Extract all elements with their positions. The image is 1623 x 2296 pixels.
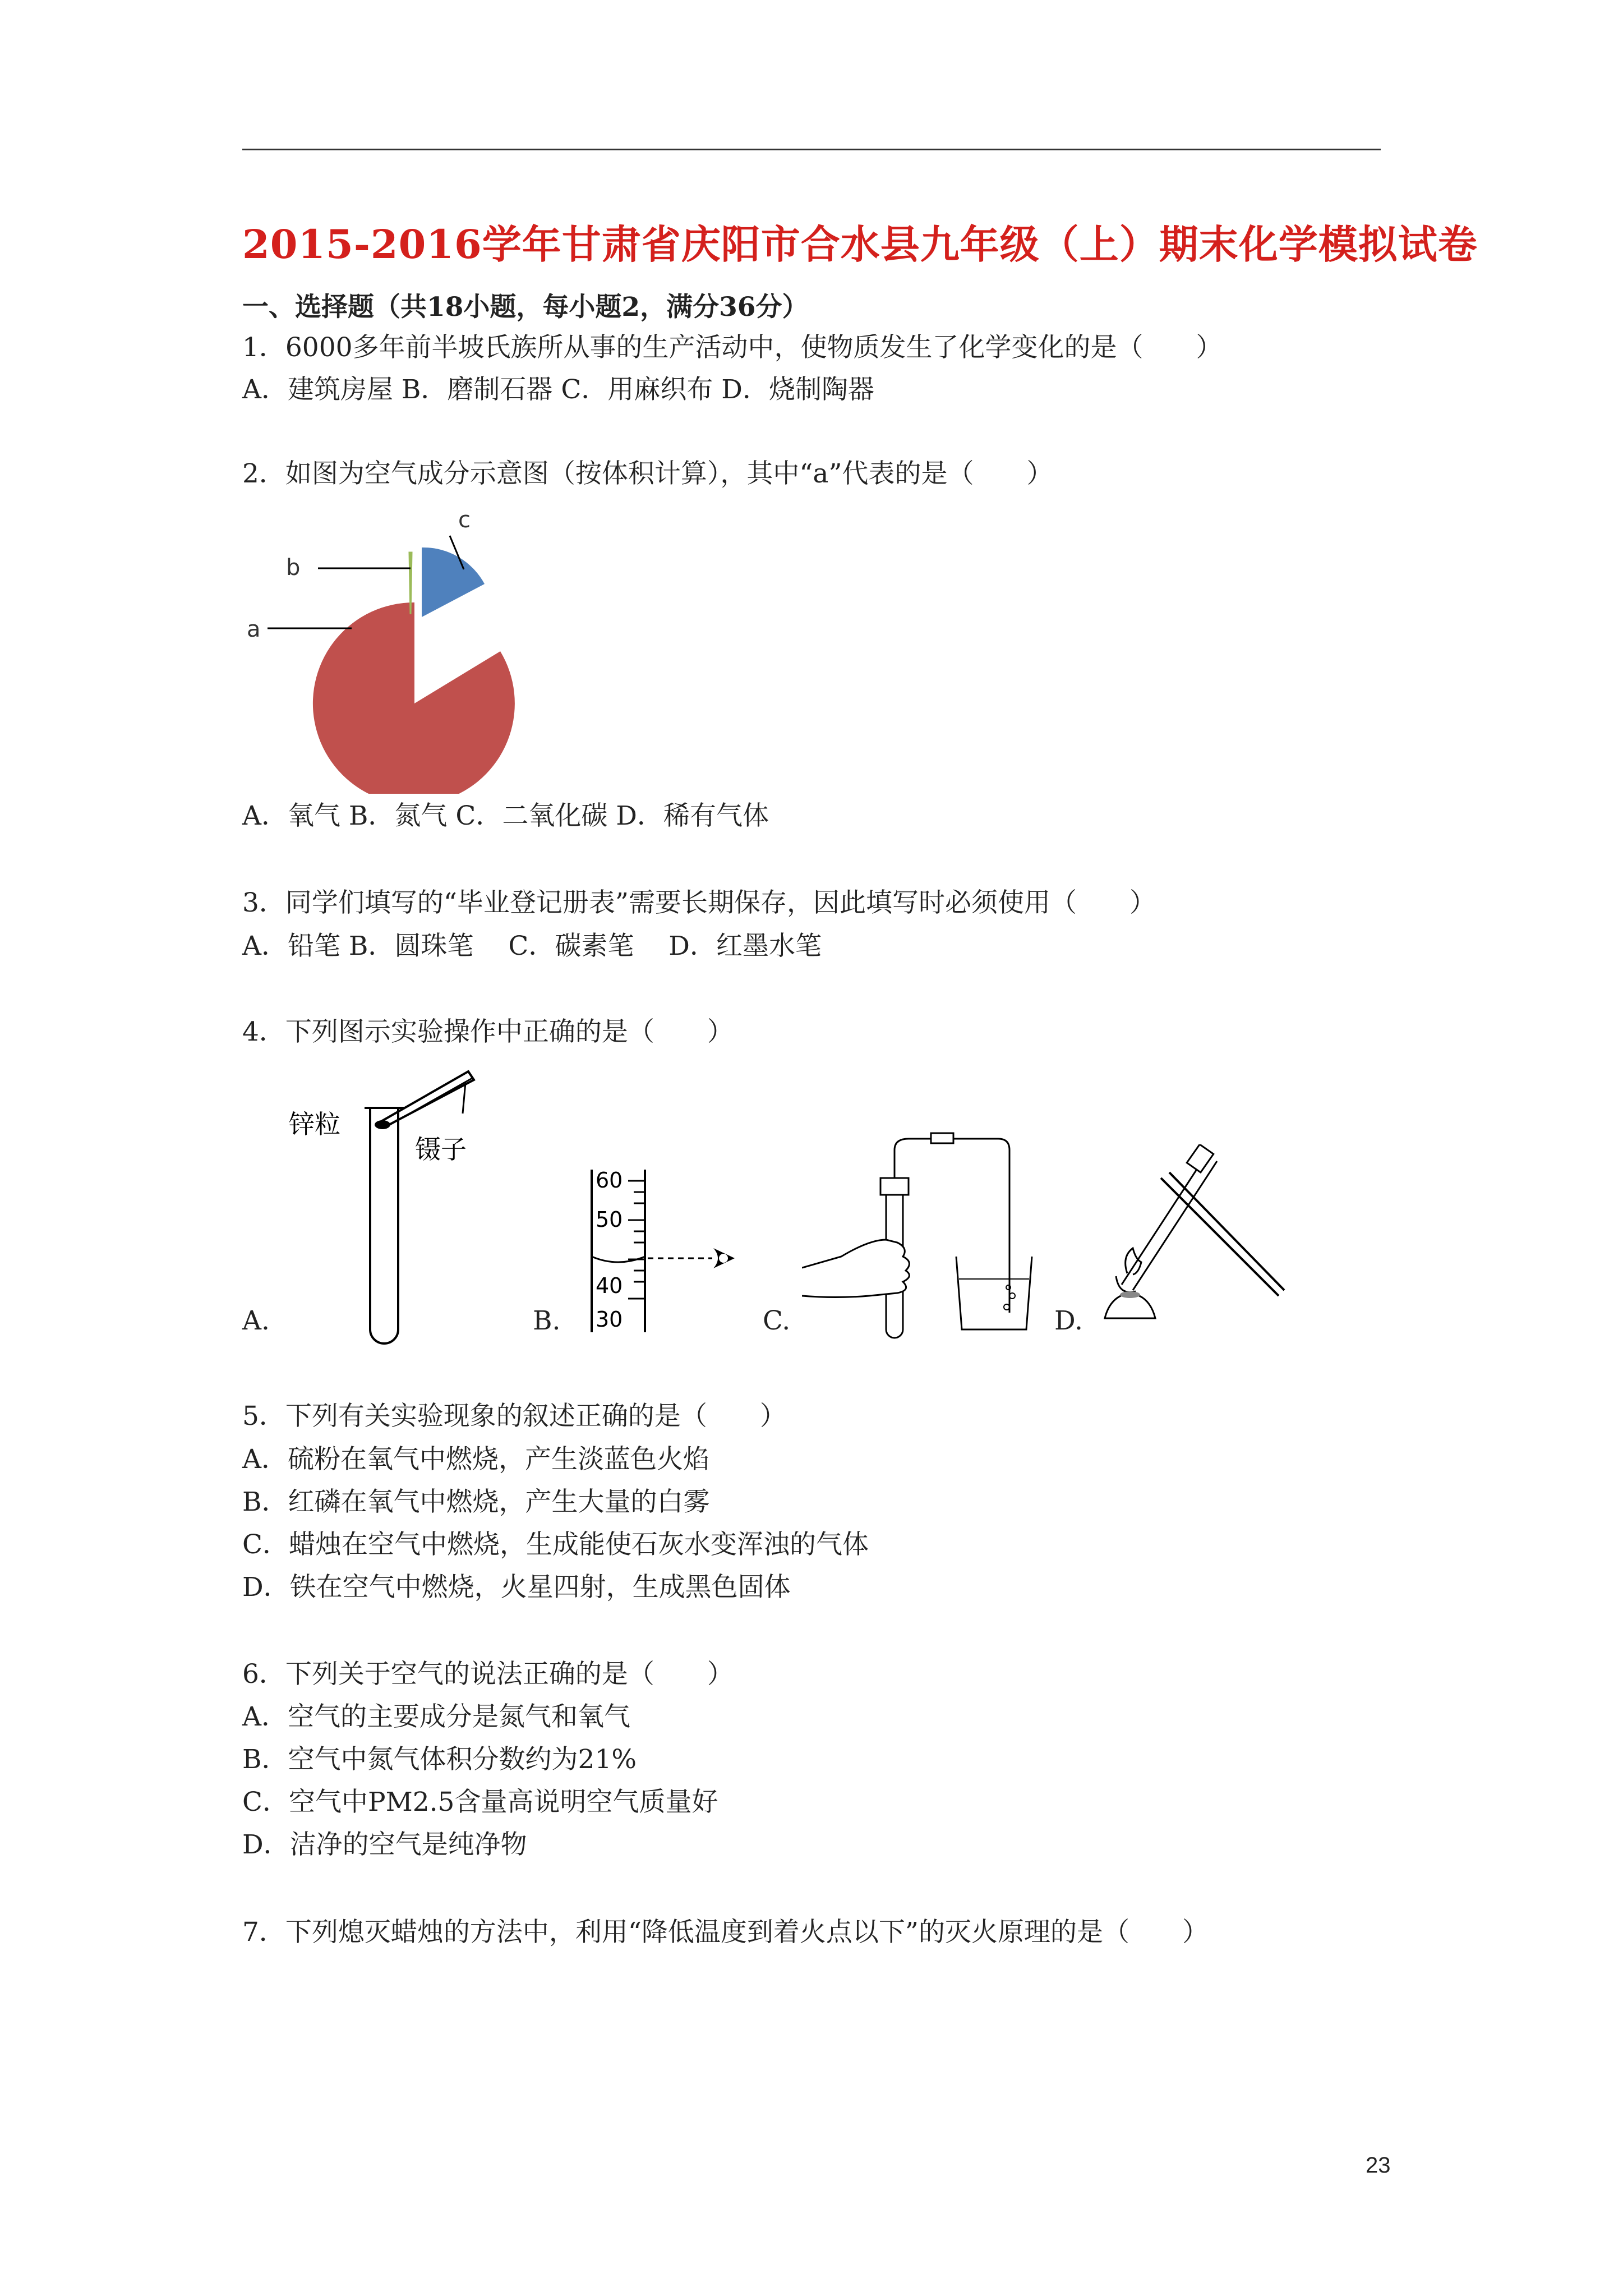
pie-label-a: a	[247, 616, 261, 642]
question-6-option-a: A．空气的主要成分是氮气和氧气	[242, 1701, 630, 1732]
pie-label-b: b	[286, 555, 301, 581]
section-heading: 一、选择题（共18小题，每小题2，满分36分）	[242, 292, 809, 323]
pie-slice-b	[409, 553, 412, 614]
question-6-option-b: B．空气中氮气体积分数约为21%	[242, 1744, 637, 1775]
tweezers-label: 镊子	[415, 1134, 467, 1165]
pie-slice-a	[313, 602, 515, 794]
figure-option-d: D.	[1054, 1305, 1083, 1336]
zinc-label: 锌粒	[289, 1109, 340, 1139]
figure-option-b: B.	[533, 1305, 561, 1336]
figure-option-a: A.	[242, 1305, 270, 1336]
question-6-stem: 6．下列关于空气的说法正确的是（ ）	[242, 1659, 734, 1690]
header-rule	[242, 149, 1381, 150]
pie-label-c: c	[458, 507, 471, 533]
question-2-stem: 2．如图为空气成分示意图（按体积计算），其中“a”代表的是（ ）	[242, 458, 1053, 489]
figure-a-test-tube	[286, 1055, 522, 1346]
figure-c-airtightness	[802, 1128, 1060, 1341]
pie-slice-c	[422, 547, 485, 617]
air-composition-pie	[242, 502, 534, 794]
question-4-stem: 4．下列图示实验操作中正确的是（ ）	[242, 1016, 734, 1047]
question-5-stem: 5．下列有关实验现象的叙述正确的是（ ）	[242, 1401, 786, 1432]
question-6-option-c: C．空气中PM2.5含量高说明空气质量好	[242, 1787, 718, 1818]
question-3-stem: 3．同学们填写的“毕业登记册表”需要长期保存，因此填写时必须使用（ ）	[242, 887, 1156, 918]
question-7-stem: 7．下列熄灭蜡烛的方法中，利用“降低温度到着火点以下”的灭火原理的是（ ）	[242, 1917, 1209, 1948]
tick-label-60: 60	[596, 1168, 623, 1193]
question-1-options: A．建筑房屋 B．磨制石器 C．用麻织布 D．烧制陶器	[242, 374, 874, 405]
exam-title: 2015-2016学年甘肃省庆阳市合水县九年级（上）期末化学模拟试卷	[242, 221, 1478, 268]
figure-b-cylinder	[572, 1158, 751, 1338]
question-2-options: A．氧气 B．氮气 C．二氧化碳 D．稀有气体	[242, 800, 769, 831]
question-1-stem: 1．6000多年前半坡氏族所从事的生产活动中，使物质发生了化学变化的是（ ）	[242, 332, 1223, 363]
question-5-option-c: C．蜡烛在空气中燃烧，生成能使石灰水变浑浊的气体	[242, 1529, 869, 1560]
tick-label-40: 40	[596, 1273, 623, 1298]
figure-d-heating	[1094, 1144, 1307, 1335]
figure-option-c: C.	[763, 1305, 791, 1336]
question-5-option-a: A．硫粉在氧气中燃烧，产生淡蓝色火焰	[242, 1444, 709, 1475]
question-3-options: A．铅笔 B．圆珠笔 C．碳素笔 D．红墨水笔	[242, 931, 822, 961]
tick-label-50: 50	[596, 1207, 623, 1232]
question-5-option-d: D．铁在空气中燃烧，火星四射，生成黑色固体	[242, 1572, 791, 1603]
question-5-option-b: B．红磷在氧气中燃烧，产生大量的白雾	[242, 1487, 710, 1517]
question-6-option-d: D．洁净的空气是纯净物	[242, 1829, 527, 1860]
page-number: 23	[1366, 2153, 1391, 2178]
tick-label-30: 30	[596, 1307, 623, 1332]
